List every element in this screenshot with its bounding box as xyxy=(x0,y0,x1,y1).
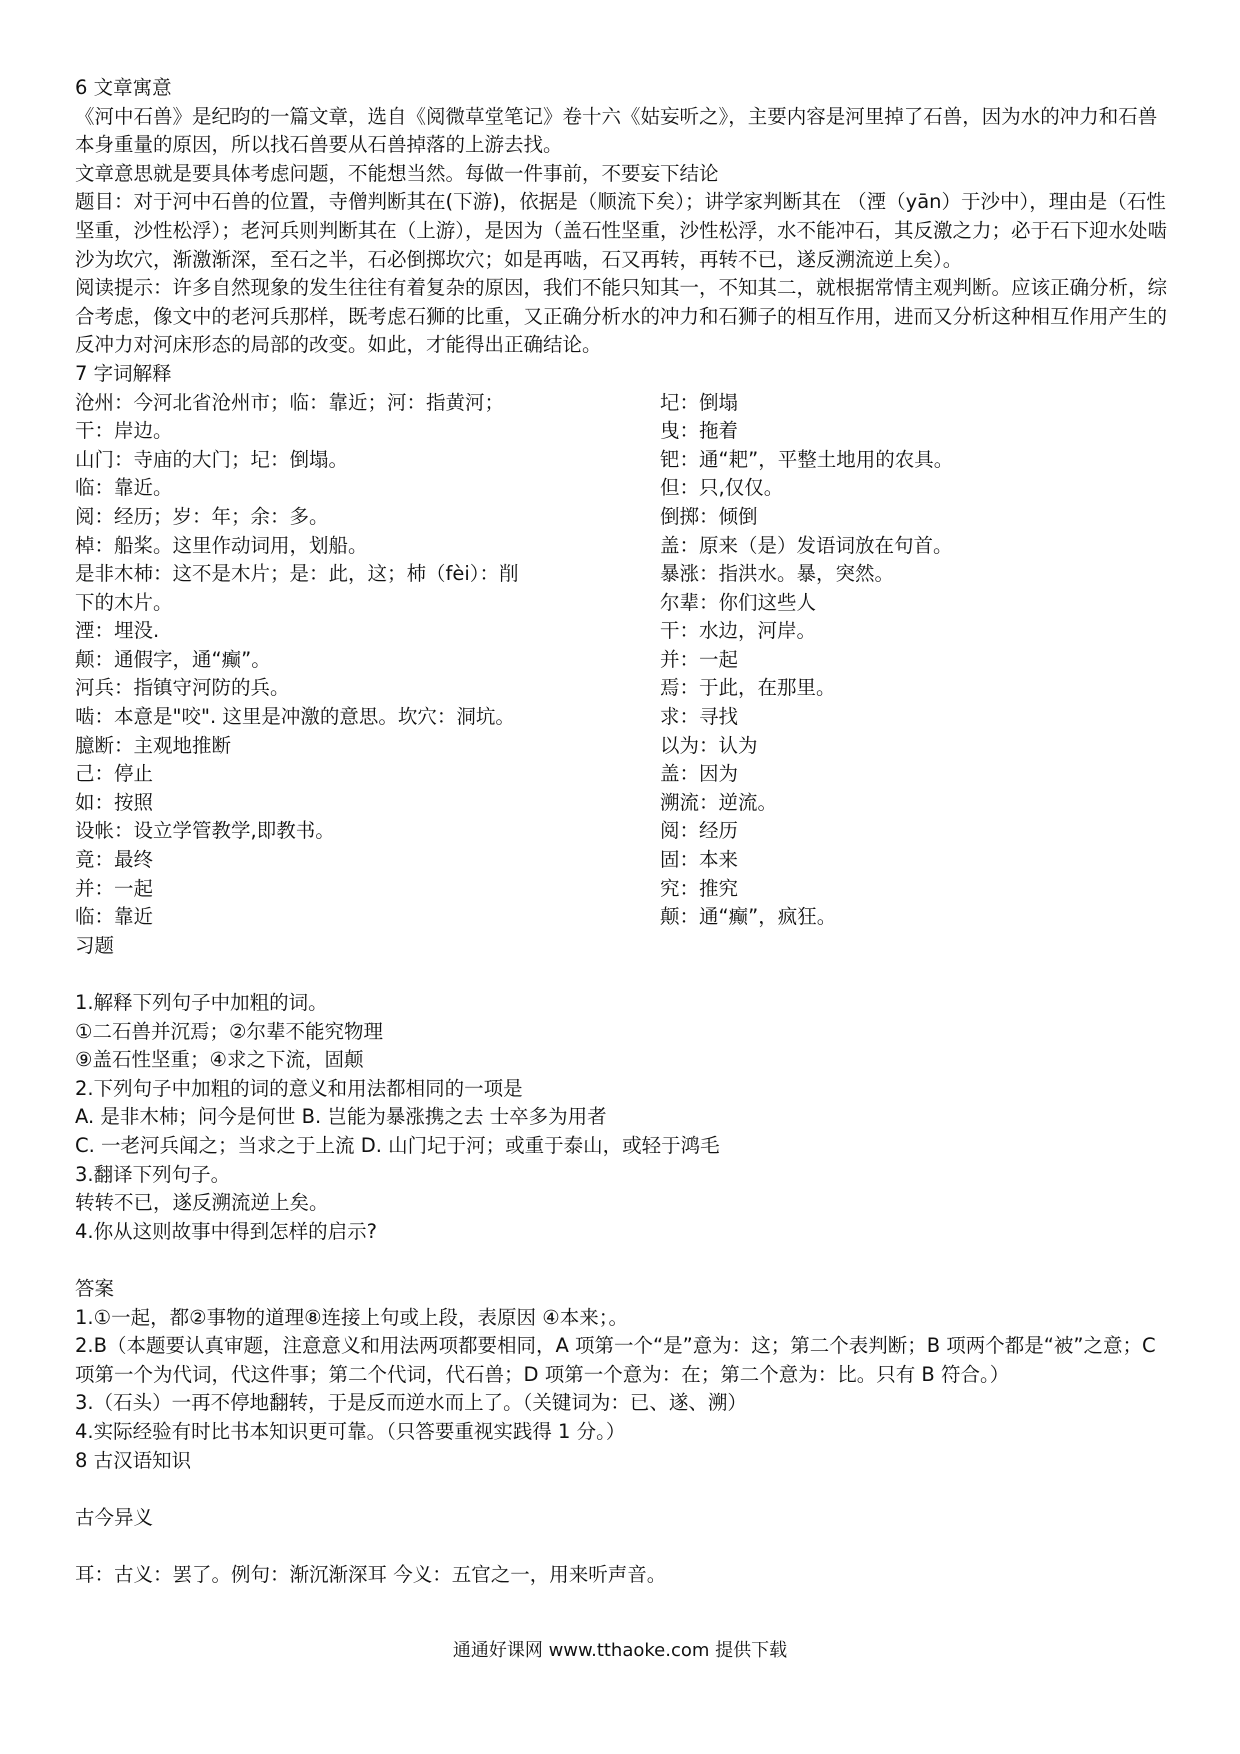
vocab-item: 曳：拖着 xyxy=(660,419,739,443)
page-footer: 通通好课网 www.tthaoke.com 提供下载 xyxy=(452,1640,788,1661)
section8-line-1: 耳：古义：罢了。例句：渐沉渐深耳 今义：五官之一，用来听声音。 xyxy=(75,1562,667,1586)
vocab-item: 阅：经历 xyxy=(660,819,739,843)
vocab-item: 临：靠近。 xyxy=(75,476,173,500)
vocab-item: 钯：通“耙”，平整土地用的农具。 xyxy=(660,447,954,471)
vocab-item: 设帐：设立学管教学,即教书。 xyxy=(75,819,335,843)
exercise-line: 4.你从这则故事中得到怎样的启示? xyxy=(75,1219,377,1243)
exercises-heading: 习题 xyxy=(75,933,115,957)
vocab-item: 盖：原来（是）发语词放在句首。 xyxy=(660,533,953,557)
vocab-item: 临：靠近 xyxy=(75,905,154,929)
vocab-item: 下的木片。 xyxy=(75,590,173,614)
vocab-item: 是非木杮：这不是木片；是：此，这；杮（fèi）：削 xyxy=(75,562,519,586)
answer-2: 2.B（本题要认真审题，注意意义和用法两项都要相同，A 项第一个“是”意为：这；第二个表判断；B 项两个都是“被”之意；C 项第一个为代词，代这件事；第二个代词，代石兽；D 项第一个意为：在；第二个意为：比。只有 B 符合。） xyxy=(75,1334,1156,1386)
vocab-item: 山门：寺庙的大门；圮：倒塌。 xyxy=(75,447,349,471)
section7-heading: 7 字词解释 xyxy=(75,361,172,385)
vocab-item: 干：水边，河岸。 xyxy=(660,619,817,643)
vocab-item: 阅：经历；岁：年；余：多。 xyxy=(75,504,329,528)
exercise-line: ①二石兽并沉焉；②尔辈不能究物理 xyxy=(75,1019,383,1043)
vocab-item: 棹：船桨。这里作动词用，划船。 xyxy=(75,533,368,557)
blank-line xyxy=(75,961,1175,990)
vocab-item: 暴涨：指洪水。暴，突然。 xyxy=(660,562,895,586)
vocab-item: 并：一起 xyxy=(660,647,739,671)
answer-4: 4.实际经验有时比书本知识更可靠。（只答要重视实践得 1 分。） xyxy=(75,1420,626,1444)
document-body xyxy=(75,74,1175,1590)
vocab-item: 己：停止 xyxy=(75,762,154,786)
vocab-item: 尔辈：你们这些人 xyxy=(660,590,817,614)
blank-line xyxy=(75,1532,1175,1561)
vocab-item: 如：按照 xyxy=(75,790,154,814)
vocab-item: 焉：于此，在那里。 xyxy=(660,676,836,700)
section6-paragraph-1: 《河中石兽》是纪昀的一篇文章，选自《阅微草堂笔记》卷十六《姑妄听之》，主要内容是河里掉了石兽，因为水的冲力和石兽本身重量的原因，所以找石兽要从石兽掉落的上游去找。 xyxy=(75,104,1158,157)
vocab-item: 倒掷：倾倒 xyxy=(660,504,758,528)
exercise-line: C. 一老河兵闻之；当求之于上流 D. 山门圮于河；或重于泰山，或轻于鸿毛 xyxy=(75,1134,720,1158)
exercise-line: 3.翻译下列句子。 xyxy=(75,1162,231,1186)
vocabulary-columns xyxy=(75,389,1175,932)
vocab-item: 颠：通假字，通“癫”。 xyxy=(75,647,271,671)
exercise-line: 1.解释下列句子中加粗的词。 xyxy=(75,991,328,1015)
vocab-item: 究：推究 xyxy=(660,876,739,900)
section6-question: 题目：对于河中石兽的位置，寺僧判断其在(下游)，依据是（顺流下矣）；讲学家判断其在 （湮（yān）于沙中），理由是（石性坚重，沙性松浮）；老河兵则判断其在（上游），是因为（盖石性坚重，沙性松浮，水不能冲石，其反激之力；必于石下迎水处啮沙为坎穴，渐激渐深，至石之半，石必倒掷坎穴；如是再啮，石又再转，再转不已，遂反溯流逆上矣）。 xyxy=(75,190,1168,271)
answer-3: 3.（石头）一再不停地翻转，于是反而逆水而上了。（关键词为：已、遂、溯） xyxy=(75,1391,747,1415)
blank-line xyxy=(75,1475,1175,1504)
exercise-line: ⑨盖石性坚重；④求之下流，固颠 xyxy=(75,1048,364,1072)
vocab-item: 固：本来 xyxy=(660,848,739,872)
exercise-line: 2.下列句子中加粗的词的意义和用法都相同的一项是 xyxy=(75,1076,523,1100)
section6-reading-tip: 阅读提示：许多自然现象的发生往往有着复杂的原因，我们不能只知其一，不知其二，就根据常情主观判断。应该正确分析，综合考虑，像文中的老河兵那样，既考虑石狮的比重，又正确分析水的冲力和石狮子的相互作用，进而又分析这种相互作用产生的反冲力对河床形态的局部的改变。如此，才能得出正确结论。 xyxy=(75,276,1168,357)
answers-heading: 答案 xyxy=(75,1277,115,1301)
vocab-item: 颠：通“癫”，疯狂。 xyxy=(660,905,837,929)
vocab-item: 以为：认为 xyxy=(660,733,758,757)
section8-heading: 8 古汉语知识 xyxy=(75,1448,192,1472)
vocab-item: 沧州：今河北省沧州市；临：靠近；河：指黄河； xyxy=(75,390,505,414)
vocab-item: 干：岸边。 xyxy=(75,419,173,443)
vocab-item: 溯流：逆流。 xyxy=(660,790,778,814)
section6-paragraph-2: 文章意思就是要具体考虑问题，不能想当然。每做一件事前，不要妄下结论 xyxy=(75,161,719,185)
vocab-item: 圮：倒塌 xyxy=(660,390,739,414)
vocab-item: 河兵：指镇守河防的兵。 xyxy=(75,676,290,700)
vocab-item: 求：寻找 xyxy=(660,705,739,729)
vocab-item: 湮：埋没. xyxy=(75,619,160,643)
vocab-item: 但：只,仅仅。 xyxy=(660,476,784,500)
vocab-item: 竟：最终 xyxy=(75,848,154,872)
section8-subheading: 古今异义 xyxy=(75,1505,154,1529)
vocabulary-right-column xyxy=(660,389,1160,932)
vocab-item: 啮：本意是"咬". 这里是冲激的意思。坎穴：洞坑。 xyxy=(75,705,515,729)
vocab-item: 并：一起 xyxy=(75,876,154,900)
exercise-line: A. 是非木杮；问今是何世 B. 岂能为暴涨携之去 士卒多为用者 xyxy=(75,1105,607,1129)
vocab-item: 盖：因为 xyxy=(660,762,739,786)
vocab-item: 臆断：主观地推断 xyxy=(75,733,232,757)
section6-heading: 6 文章寓意 xyxy=(75,76,172,99)
vocabulary-left-column xyxy=(75,389,595,932)
exercise-line: 转转不已，遂反溯流逆上矣。 xyxy=(75,1191,329,1215)
answer-1: 1.①一起，都②事物的道理⑧连接上句或上段，表原因 ④本来；。 xyxy=(75,1305,628,1329)
blank-line xyxy=(75,1246,1175,1275)
